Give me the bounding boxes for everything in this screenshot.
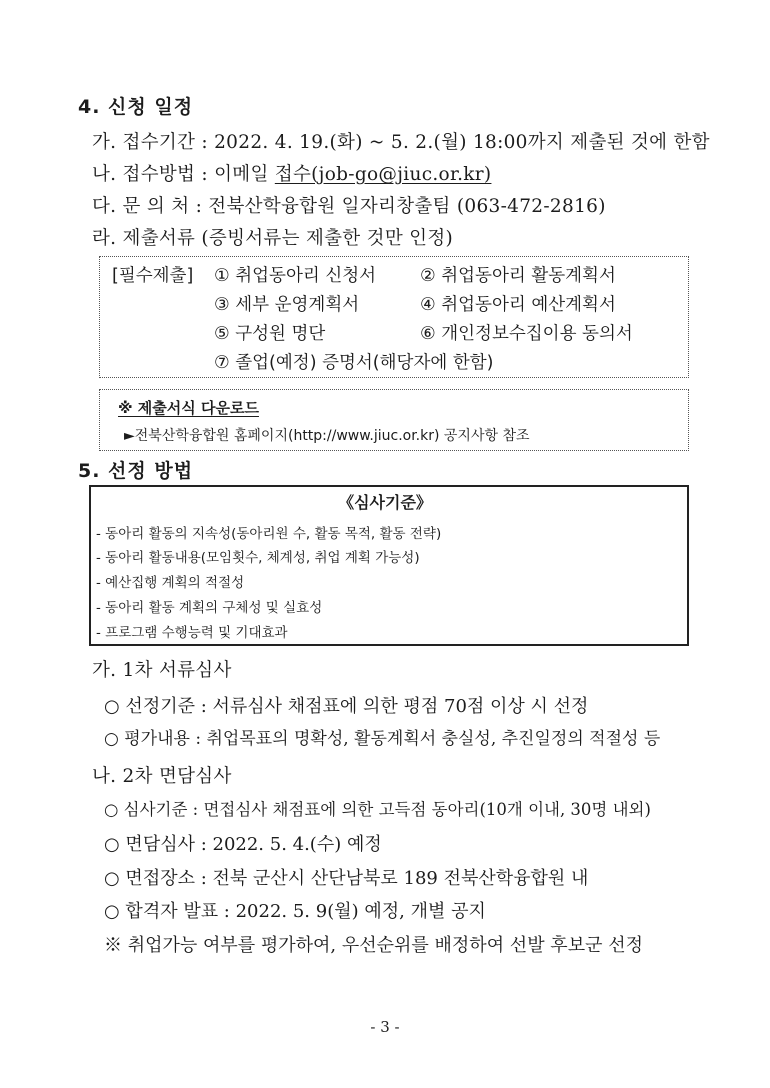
criteria-item: - 동아리 활동 계획의 구체성 및 실효성: [96, 600, 323, 616]
download-text[interactable]: ►전북산학융합원 홈페이지(http://www.jiuc.or.kr) 공지사항 참조: [124, 428, 530, 444]
schedule-line-method: [92, 160, 491, 186]
criteria-item: - 동아리 활동내용(모임횟수, 체계성, 취업 계획 가능성): [96, 550, 420, 566]
criteria-heading: 《심사기준》: [338, 493, 432, 512]
required-item: ② 취업동아리 활동계획서: [420, 266, 616, 286]
page-number: - 3 -: [370, 1018, 400, 1036]
stage2-item: ○ 면접장소 : 전북 군산시 산단남북로 189 전북산학융합원 내: [104, 868, 589, 889]
stage1-title: 가. 1차 서류심사: [92, 660, 232, 681]
required-item: ⑥ 개인정보수집이용 동의서: [420, 324, 633, 344]
section-4-title: 4. 신청 일정: [78, 96, 194, 118]
required-item: ⑦ 졸업(예정) 증명서(해당자에 한함): [214, 353, 494, 373]
required-label: [필수제출]: [112, 266, 194, 286]
stage2-item: ○ 면담심사 : 2022. 5. 4.(수) 예정: [104, 834, 382, 855]
stage1-item: ○ 평가내용 : 취업목표의 명확성, 활동계획서 충실성, 추진일정의 적절성 등: [104, 729, 661, 749]
schedule-line-period: 가. 접수기간 : 2022. 4. 19.(화) ~ 5. 2.(월) 18:00까지 제출된 것에 한함: [92, 132, 710, 153]
download-title: ※ 제출서식 다운로드: [118, 399, 259, 417]
schedule-line-contact: 다. 문 의 처 : 전북산학융합원 일자리창출팀 (063-472-2816): [92, 196, 606, 217]
criteria-item: - 동아리 활동의 지속성(동아리원 수, 활동 목적, 활동 전략): [96, 526, 442, 542]
required-item: ⑤ 구성원 명단: [214, 324, 326, 344]
criteria-item: - 프로그램 수행능력 및 기대효과: [96, 625, 288, 641]
stage2-item: ○ 합격자 발표 : 2022. 5. 9(월) 예정, 개별 공지: [104, 901, 486, 922]
method-label: 나. 접수방법 : 이메일: [92, 164, 275, 185]
criteria-item: - 예산집행 계획의 적절성: [96, 575, 245, 591]
selection-note: ※ 취업가능 여부를 평가하여, 우선순위를 배정하여 선발 후보군 선정: [104, 935, 643, 956]
required-item: ③ 세부 운영계획서: [214, 295, 360, 315]
section-5-title: 5. 선정 방법: [78, 460, 194, 482]
required-item: ① 취업동아리 신청서: [214, 266, 377, 286]
stage2-item: ○ 심사기준 : 면접심사 채점표에 의한 고득점 동아리(10개 이내, 30명 내외): [104, 800, 651, 819]
schedule-line-documents: 라. 제출서류 (증빙서류는 제출한 것만 인정): [92, 228, 454, 249]
required-item: ④ 취업동아리 예산계획서: [420, 295, 616, 315]
stage1-item: ○ 선정기준 : 서류심사 채점표에 의한 평점 70점 이상 시 선정: [104, 696, 589, 717]
email-link[interactable]: 접수(job-go@jiuc.or.kr): [274, 164, 492, 185]
stage2-title: 나. 2차 면담심사: [92, 766, 232, 787]
